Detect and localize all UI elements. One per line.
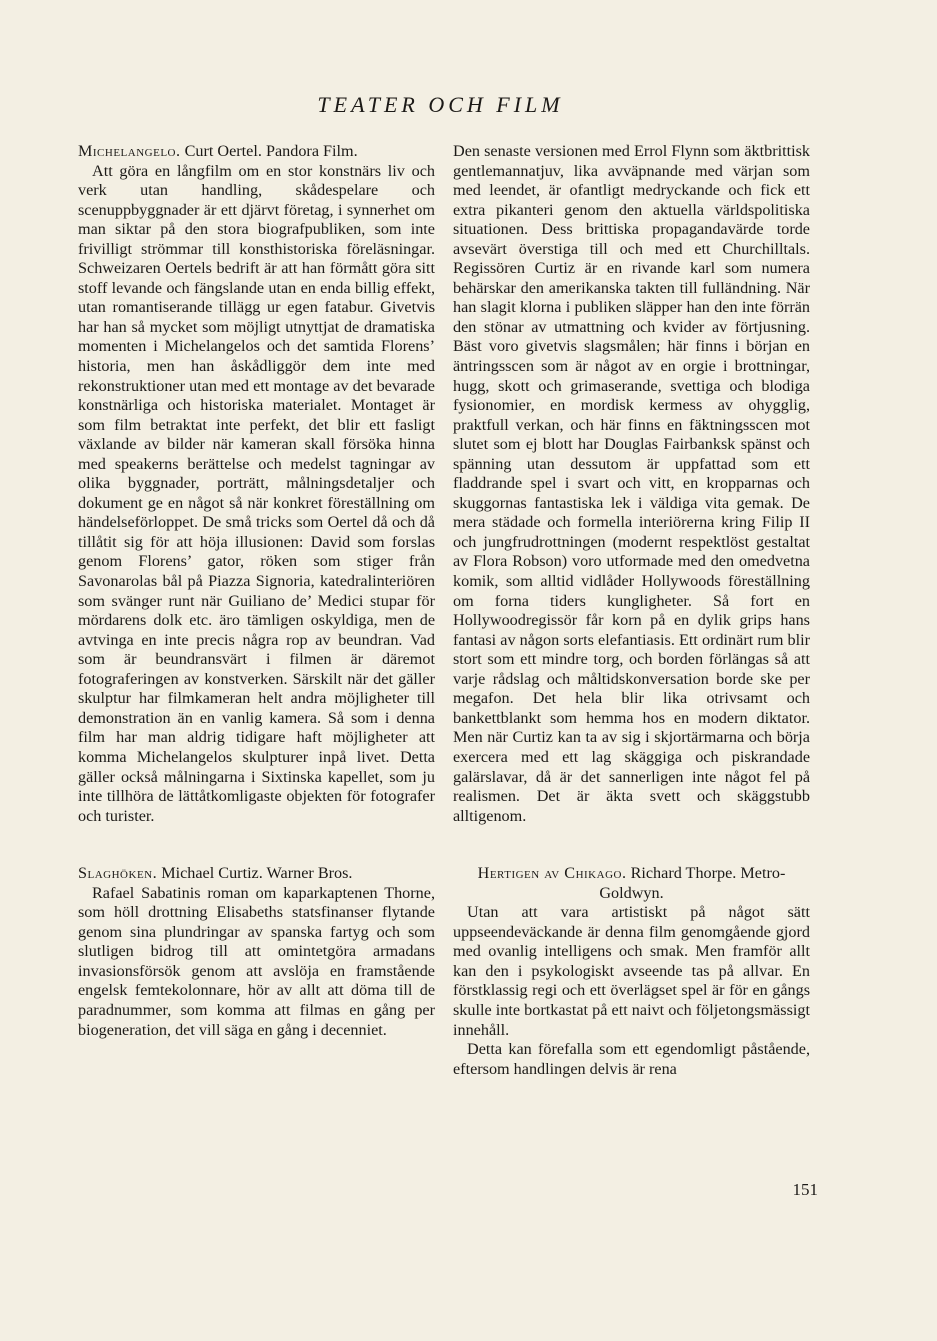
right-column [453, 142, 810, 1079]
review-heading-hertigen [453, 864, 810, 903]
review-credits: Richard Thorpe. Metro-Goldwyn. [599, 864, 786, 902]
review-paragraph: Den senaste versionen med Errol Flynn som äktbrittisk gentlemannatjuv, lika avväpnande med värjan som med leendet, är ofantligt medryckande och fick ett extra pikanteri genom den aktuella världspolitiska situationen. Dess brittiska propagandavärde torde avsevärt överstiga till och med ett Churchilltals. Regissören Curtiz är en rivande karl som numera behärskar den amerikanska takten till fulländning. När han slagit klorna i publiken släpper han den inte förrän den stönar av utmattning och kvider av förtjusning. Bäst voro givetvis slagsmålen; här finns i början en äntringsscen som är något av en orgie i brottningar, hugg, skott och grimaserande, svettiga och blodiga fysionomier, en mordisk kermess av ohygglig, praktfull verkan, och här finns en fäktningsscen mot slutet som ej blott har Douglas Fairbanksk spänst och spänning utan dessutom är uppfattad som ett fladdrande spel i svart och vitt, en kropparnas och skuggornas fantastiska lek i väldiga vita gemak. De mera städade och formella interiörerna kring Filip II och jungfrudrottningen (modernt respektlöst gestaltat av Flora Robson) voro utformade med den omedvetna komik, som alltid vidlåder Hollywoods föreställning om forna tiders kungligheter. Så fort en Hollywoodregissör får korn på en dylik grips hans fantasi av någon sorts elefantiasis. Ett ordinärt rum blir stort som ett mindre torg, och borden förlängas så att varje rådslag och måltidskonversation borde ske per megafon. Det hela blir lika otrivsamt och bankettblankt som hemma hos en modern diktator. Men när Curtiz kan ta av sig i skjortärmarna och börja exercera med ett lag skäggiga och piskrandade galärslavar, då är det sannerligen inte något fel på realismen. Det är äkta svett och skäggstubb alltigenom. [453, 142, 810, 825]
review-credits: Curt Oertel. Pandora Film. [184, 142, 358, 160]
review-title: Michelangelo. [78, 142, 181, 160]
review-paragraph: Utan att vara artistiskt på något sätt uppseendeväckande är denna film genomgående gjord med ovanlig intelligens och smak. Men framför allt kan den i psykologiskt avseende tas på allvar. En förstklassig regi och ett överlägset spel är för en gångs skulle inte bortkastat på ett naivt och följetongsmässigt innehåll. [453, 903, 810, 1039]
review-credits: Michael Curtiz. Warner Bros. [161, 864, 353, 883]
running-head: TEATER OCH FILM [317, 92, 564, 117]
review-title: Hertigen av Chikago. [477, 864, 627, 883]
review-heading-michelangelo [78, 142, 435, 162]
review-paragraph: Rafael Sabatinis roman om kaparkaptenen Thorne, som höll drottning Elisabeths statsfinanser flytande genom sina plundringar av spanska fartyg och som slutligen bidrog till att omintetgöra armadans invasionsförsök genom att avslöja en framstående engelsk femtekolonnare, hör av allt att döma till de paradnummer, som komma att filmas en gång per biogeneration, det vill säga en gång i decenniet. [78, 883, 435, 1039]
page-number: 151 [792, 1180, 818, 1199]
review-paragraph: Att göra en långfilm om en stor konstnärs liv och verk utan handling, skådespelare och scenuppbyggnader är ett djärvt företag, i synnerhet om man siktar på den stora biografpubliken, som inte frivilligt strömmar till konsthistoriska föreläsningar. Schweizaren Oertels bedrift är att han förmått göra sitt stoff levande och fängslande utan en enda billig effekt, utan romantiserande tillägg ur egen fatabur. Givetvis har han så mycket som möjligt utnyttjat de dramatiska momenten i Michelangelos och det samtida Florens’ historia, men han åskådliggör dem inte med rekonstruktioner utan med ett montage av det bevarade konstnärliga och historiska materialet. Montaget är som film betraktat inte perfekt, det blir ett fasligt växlande av bilder när kameran skall försöka hinna med speakerns berättelse och medelst tagningar av olika byggnader, porträtt, målningsdetaljer och dokument ge en något så när konkret föreställning om händelseförloppet. De små tricks som Oertel då och då tillåtit sig för att höja illusionen: David som forslas genom Florens’ gator, röken som stiger från Savonarolas bål på Piazza Signoria, katedralinteriören som svänger runt när Guiliano de’ Medici stupar för mördarens dolk etc. äro tämligen oskyldiga, men de avtvinga en inte precis några rop av beundran. Vad som är beundransvärt i filmen är däremot fotograferingen av konstverken. Särskilt när det gäller skulptur har filmkameran helt andra möjligheter till demonstration än en vanlig kamera. Så som i denna film har man aldrig tidigare haft möjligheter att komma Michelangelos skulpturer inpå livet. Detta gäller också målningarna i Sixtinska kapellet, som ju inte tillhöra de lättåtkomligaste objekten för fotografer och turister. [78, 161, 435, 825]
review-heading-slaghoken [78, 864, 435, 884]
review-paragraph: Detta kan förefalla som ett egendomligt påstående, eftersom handlingen delvis är rena [453, 1040, 810, 1078]
left-column [78, 142, 435, 1040]
review-title: Slaghöken. [78, 864, 158, 883]
